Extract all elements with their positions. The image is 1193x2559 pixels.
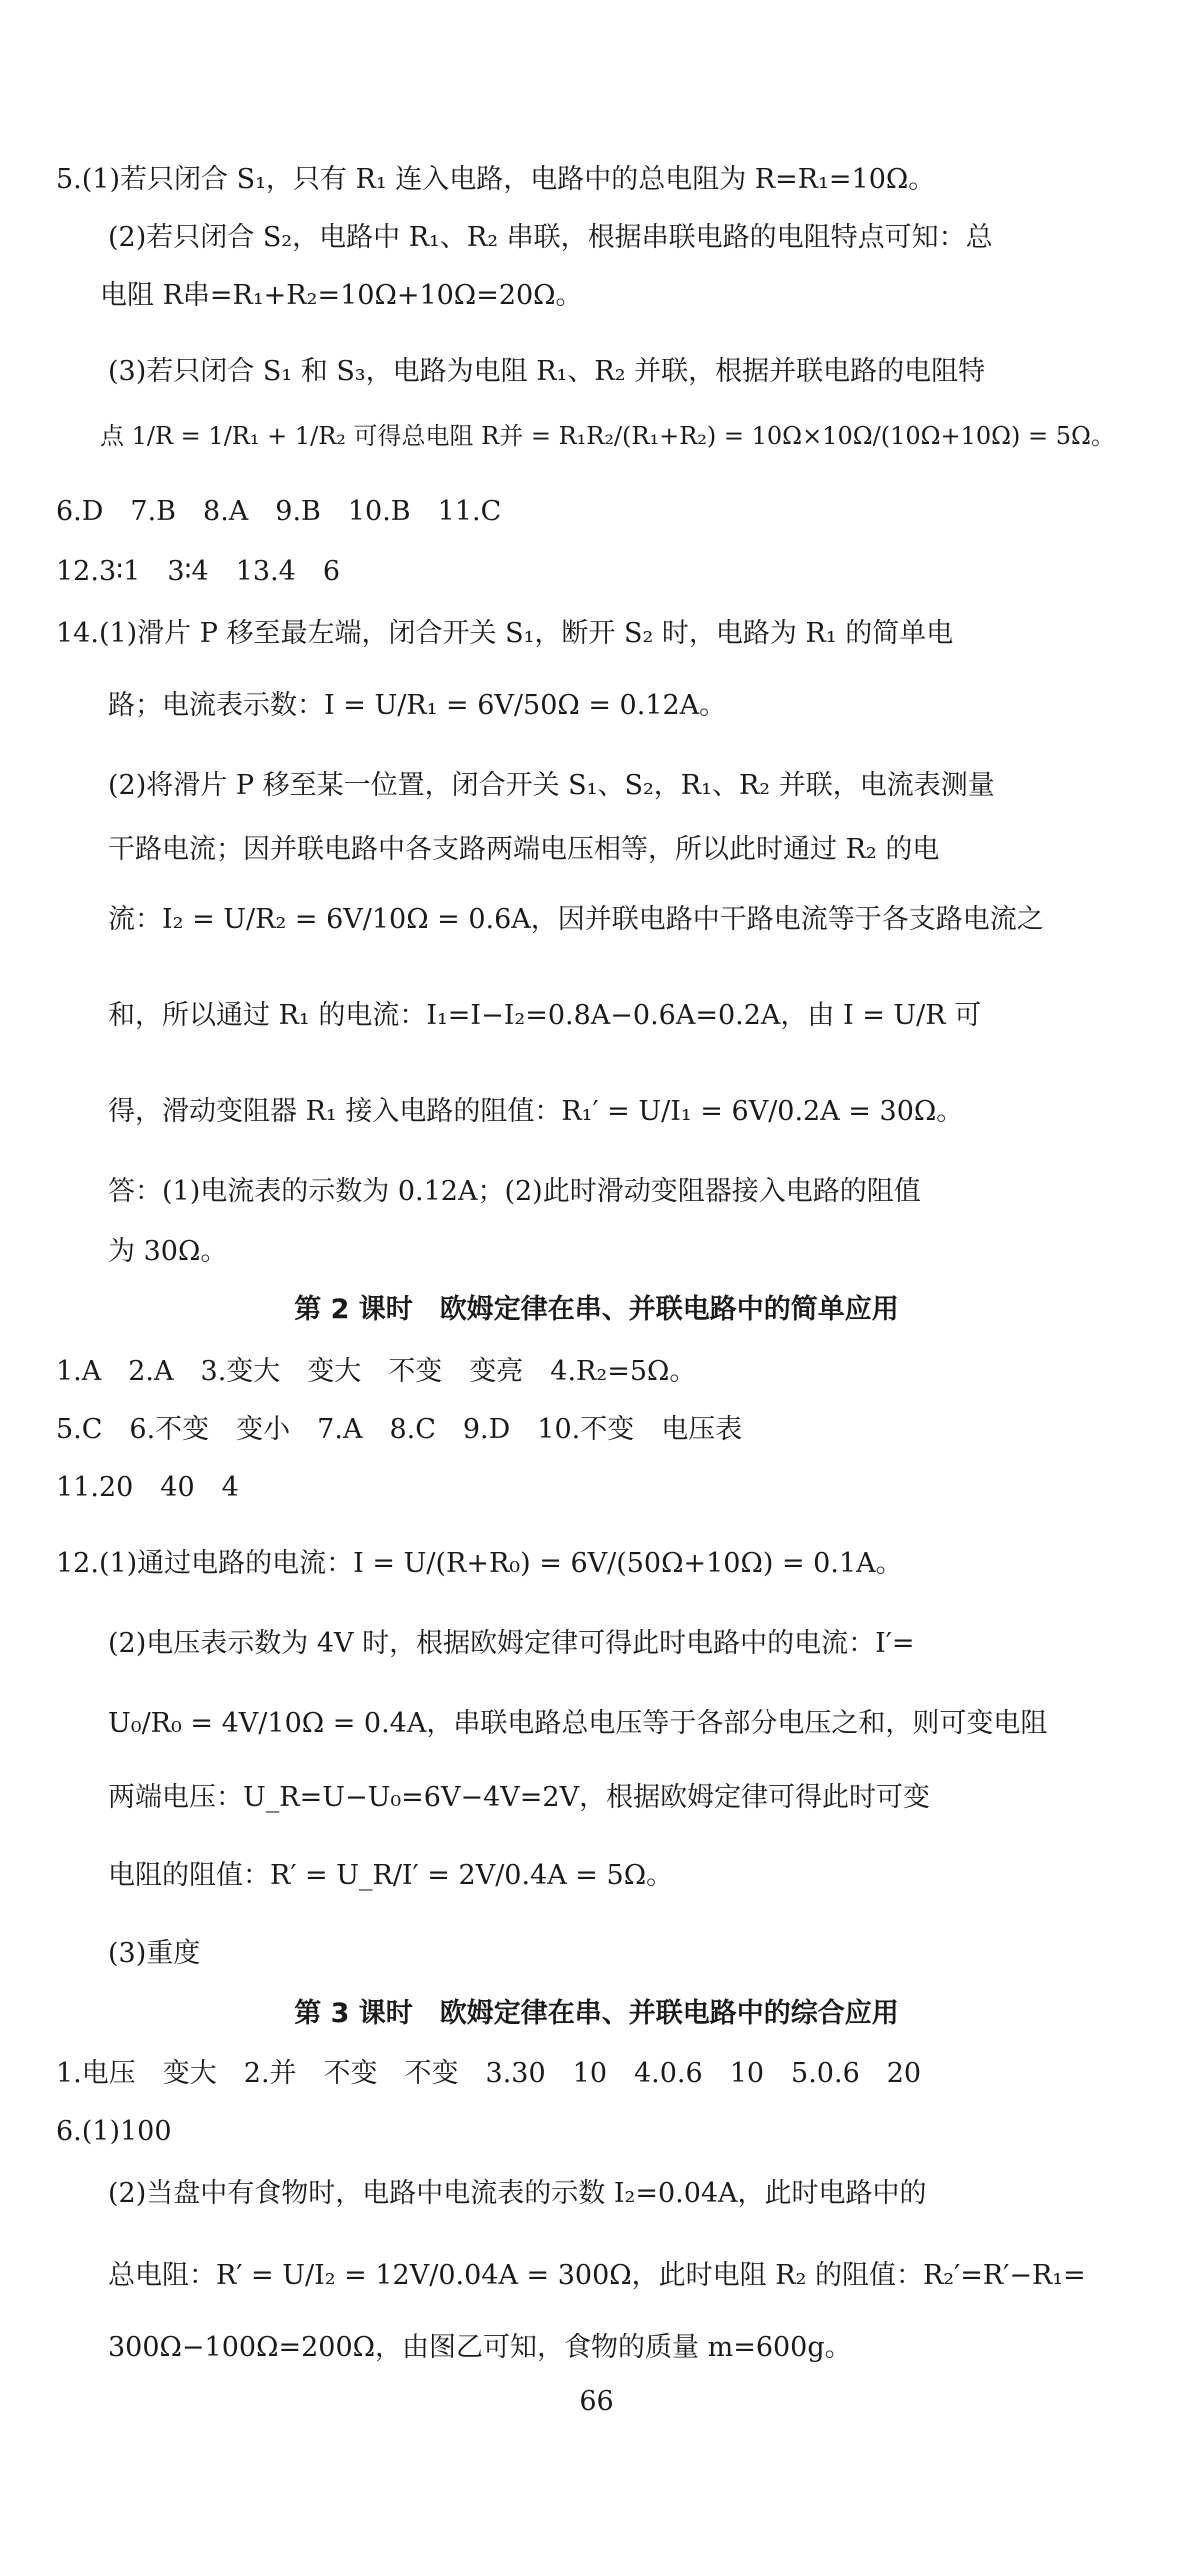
answer-line-6: 6.D 7.B 8.A 9.B 10.B 11.C <box>56 496 502 527</box>
answer-line-28: (2)当盘中有食物时，电路中电流表的示数 I₂=0.04A，此时电路中的 <box>108 2178 927 2209</box>
section-title-lesson-3: 第 3 课时 欧姆定律在串、并联电路中的综合应用 <box>294 1998 899 2029</box>
answer-line-1: 5.(1)若只闭合 S₁，只有 R₁ 连入电路，电路中的总电阻为 R=R₁=10Ω。 <box>56 164 936 195</box>
page-number: 66 <box>579 2386 614 2417</box>
answer-line-20: 12.(1)通过电路的电流：I = U/(R+R₀) = 6V/(50Ω+10Ω) = 0.1A。 <box>56 1548 903 1579</box>
answer-line-17: 1.A 2.A 3.变大 变大 不变 变亮 4.R₂=5Ω。 <box>56 1356 697 1387</box>
answer-line-23: 两端电压：U_R=U−U₀=6V−4V=2V，根据欧姆定律可得此时可变 <box>108 1782 931 1813</box>
answer-line-10: (2)将滑片 P 移至某一位置，闭合开关 S₁、S₂，R₁、R₂ 并联，电流表测量 <box>108 770 995 801</box>
answer-line-13: 和，所以通过 R₁ 的电流：I₁=I−I₂=0.8A−0.6A=0.2A，由 I = U/R 可 <box>108 1000 982 1031</box>
answer-line-8: 14.(1)滑片 P 移至最左端，闭合开关 S₁，断开 S₂ 时，电路为 R₁ 的简单电 <box>56 618 954 649</box>
answer-line-14: 得，滑动变阻器 R₁ 接入电路的阻值：R₁′ = U/I₁ = 6V/0.2A = 30Ω。 <box>108 1096 964 1127</box>
answer-line-16: 为 30Ω。 <box>108 1236 228 1267</box>
answer-line-25: (3)重度 <box>108 1938 201 1969</box>
answer-line-15: 答：(1)电流表的示数为 0.12A；(2)此时滑动变阻器接入电路的阻值 <box>108 1176 921 1207</box>
answer-line-2: (2)若只闭合 S₂，电路中 R₁、R₂ 串联，根据串联电路的电阻特点可知：总 <box>108 222 993 253</box>
answer-line-29: 总电阻：R′ = U/I₂ = 12V/0.04A = 300Ω，此时电阻 R₂ 的阻值：R₂′=R′−R₁= <box>108 2260 1086 2291</box>
section-title-lesson-2: 第 2 课时 欧姆定律在串、并联电路中的简单应用 <box>294 1294 899 1325</box>
answer-line-9: 路；电流表示数：I = U/R₁ = 6V/50Ω = 0.12A。 <box>108 690 727 721</box>
answer-line-22: U₀/R₀ = 4V/10Ω = 0.4A，串联电路总电压等于各部分电压之和，则可变电阻 <box>108 1708 1048 1739</box>
answer-line-30: 300Ω−100Ω=200Ω，由图乙可知，食物的质量 m=600g。 <box>108 2332 852 2363</box>
answer-line-11: 干路电流；因并联电路中各支路两端电压相等，所以此时通过 R₂ 的电 <box>108 834 940 865</box>
answer-line-5: 点 1/R = 1/R₁ + 1/R₂ 可得总电阻 R并 = R₁R₂/(R₁+R₂) = 10Ω×10Ω/(10Ω+10Ω) = 5Ω。 <box>100 422 1115 450</box>
answer-line-12: 流：I₂ = U/R₂ = 6V/10Ω = 0.6A，因并联电路中干路电流等于各支路电流之 <box>108 904 1044 935</box>
answer-line-18: 5.C 6.不变 变小 7.A 8.C 9.D 10.不变 电压表 <box>56 1414 743 1445</box>
answer-line-21: (2)电压表示数为 4V 时，根据欧姆定律可得此时电路中的电流：I′= <box>108 1628 915 1659</box>
answer-line-19: 11.20 40 4 <box>56 1472 239 1503</box>
answer-line-4: (3)若只闭合 S₁ 和 S₃，电路为电阻 R₁、R₂ 并联，根据并联电路的电阻特 <box>108 356 986 387</box>
answer-line-7: 12.3∶1 3∶4 13.4 6 <box>56 556 341 587</box>
answer-line-27: 6.(1)100 <box>56 2116 172 2147</box>
answer-line-26: 1.电压 变大 2.并 不变 不变 3.30 10 4.0.6 10 5.0.6 20 <box>56 2058 922 2089</box>
answer-line-24: 电阻的阻值：R′ = U_R/I′ = 2V/0.4A = 5Ω。 <box>108 1860 674 1891</box>
answer-line-3: 电阻 R串=R₁+R₂=10Ω+10Ω=20Ω。 <box>100 280 583 311</box>
